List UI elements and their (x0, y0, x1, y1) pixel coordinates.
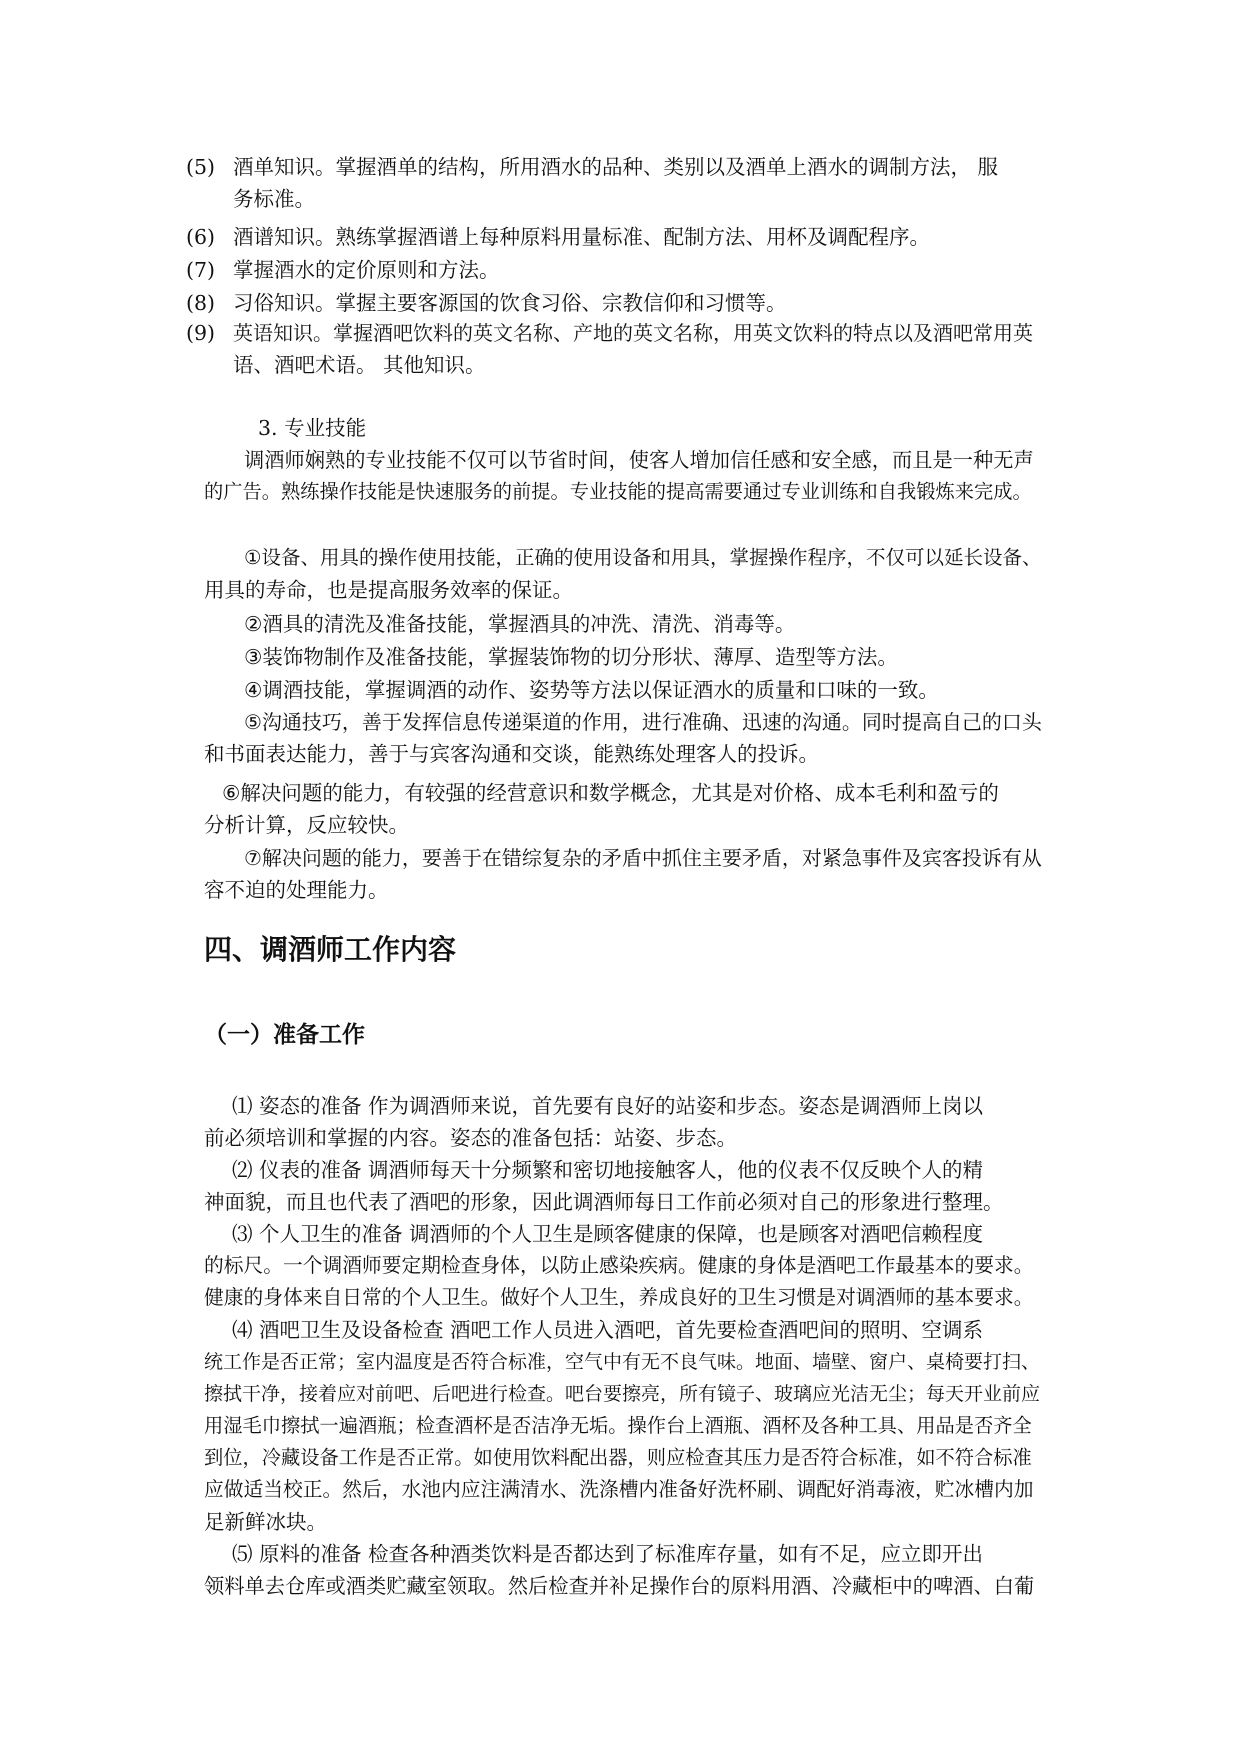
section-title: 四、调酒师工作内容 (204, 933, 457, 966)
skill-item: ③装饰物制作及准备技能，掌握装饰物的切分形状、薄厚、造型等方法。 (244, 645, 898, 669)
paragraph-line: 擦拭干净，接着应对前吧、后吧进行检查。吧台要擦亮，所有镜子、玻璃应光洁无尘；每天开业前应 (204, 1383, 1041, 1405)
skill-item: 容不迫的处理能力。 (204, 878, 389, 902)
skill-item: ⑦解决问题的能力，要善于在错综复杂的矛盾中抓住主要矛盾，对紧急事件及宾客投诉有从 (244, 846, 1042, 870)
paragraph-line: ⑷ 酒吧卫生及设备检查 酒吧工作人员进入酒吧，首先要检查酒吧间的照明、空调系 (232, 1318, 984, 1342)
subsection-title: （一）准备工作 (204, 1022, 365, 1048)
paragraph-line: ⑵ 仪表的准备 调酒师每天十分频繁和密切地接触客人，他的仪表不仅反映个人的精 (232, 1158, 984, 1182)
paragraph-line: 健康的身体来自日常的个人卫生。做好个人卫生，养成良好的卫生习惯是对调酒师的基本要求。 (204, 1286, 1034, 1309)
list-number: (9) (186, 321, 216, 345)
paragraph-line: 应做适当校正。然后，水池内应注满清水、洗涤槽内准备好洗杯刷、调配好消毒液，贮冰槽内加 (204, 1478, 1034, 1501)
paragraph-line: ⑶ 个人卫生的准备 调酒师的个人卫生是顾客健康的保障，也是顾客对酒吧信赖程度 (232, 1222, 984, 1246)
skill-item: 分析计算，反应较快。 (204, 813, 409, 837)
paragraph-line: 足新鲜冰块。 (204, 1510, 327, 1534)
skill-item: ⑥解决问题的能力，有较强的经营意识和数学概念，尤其是对价格、成本毛利和盈亏的 (222, 781, 999, 805)
paragraph-line: 到位，冷藏设备工作是否正常。如使用饮料配出器，则应检查其压力是否符合标准，如不符合标准 (204, 1446, 1032, 1469)
skill-item: 和书面表达能力，善于与宾客沟通和交谈，能熟练处理客人的投诉。 (204, 742, 819, 766)
paragraph-line: 神面貌，而且也代表了酒吧的形象，因此调酒师每日工作前必须对自己的形象进行整理。 (204, 1190, 1004, 1214)
list-item-text: 掌握酒水的定价原则和方法。 (233, 258, 500, 282)
paragraph-line: ⑴ 姿态的准备 作为调酒师来说，首先要有良好的站姿和步态。姿态是调酒师上岗以 (232, 1094, 984, 1118)
list-item-text: 英语知识。掌握酒吧饮料的英文名称、产地的英文名称，用英文饮料的特点以及酒吧常用英 (233, 321, 1033, 345)
paragraph-line: ⑸ 原料的准备 检查各种酒类饮料是否都达到了标准库存量，如有不足，应立即开出 (232, 1542, 984, 1566)
list-item-text: 语、酒吧术语。 其他知识。 (233, 353, 486, 377)
section-subheading: 3. 专业技能 (258, 416, 367, 440)
skill-item: ④调酒技能，掌握调酒的动作、姿势等方法以保证酒水的质量和口味的一致。 (244, 678, 939, 702)
skill-item: ①设备、用具的操作使用技能，正确的使用设备和用具，掌握操作程序，不仅可以延长设备、 (244, 546, 1042, 569)
list-number: (5) (186, 155, 216, 179)
paragraph-line: 调酒师娴熟的专业技能不仅可以节省时间，使客人增加信任感和安全感，而且是一种无声 (244, 448, 1034, 472)
paragraph-line: 领料单去仓库或酒类贮藏室领取。然后检查并补足操作台的原料用酒、冷藏柜中的啤酒、白葡 (204, 1574, 1035, 1598)
list-item-text: 务标准。 (233, 187, 315, 211)
list-item-text: 酒谱知识。熟练掌握酒谱上每种原料用量标准、配制方法、用杯及调配程序。 (233, 225, 930, 249)
skill-item: ⑤沟通技巧，善于发挥信息传递渠道的作用，进行准确、迅速的沟通。同时提高自己的口头 (244, 710, 1042, 734)
list-number: (7) (186, 258, 216, 282)
list-item-text: 酒单知识。掌握酒单的结构，所用酒水的品种、类别以及酒单上酒水的调制方法， 服 (233, 155, 999, 179)
skill-item: 用具的寿命，也是提高服务效率的保证。 (204, 578, 573, 602)
paragraph-line: 的标尺。一个调酒师要定期检查身体，以防止感染疾病。健康的身体是酒吧工作最基本的要求。 (204, 1254, 1034, 1277)
list-number: (8) (186, 291, 216, 315)
paragraph-line: 用湿毛巾擦拭一遍酒瓶；检查酒杯是否洁净无垢。操作台上酒瓶、酒杯及各种工具、用品是否齐全 (204, 1414, 1032, 1437)
list-number: (6) (186, 225, 216, 249)
paragraph-line: 统工作是否正常；室内温度是否符合标准，空气中有无不良气味。地面、墙壁、窗户、桌椅要打扫、 (204, 1351, 1041, 1373)
skill-item: ②酒具的清洗及准备技能，掌握酒具的冲洗、清洗、消毒等。 (244, 612, 796, 636)
list-item-text: 习俗知识。掌握主要客源国的饮食习俗、宗教信仰和习惯等。 (233, 291, 787, 315)
paragraph-line: 前必须培训和掌握的内容。姿态的准备包括：站姿、步态。 (204, 1126, 737, 1150)
paragraph-line: 的广告。熟练操作技能是快速服务的前提。专业技能的提高需要通过专业训练和自我锻炼来完成。 (204, 480, 1032, 503)
